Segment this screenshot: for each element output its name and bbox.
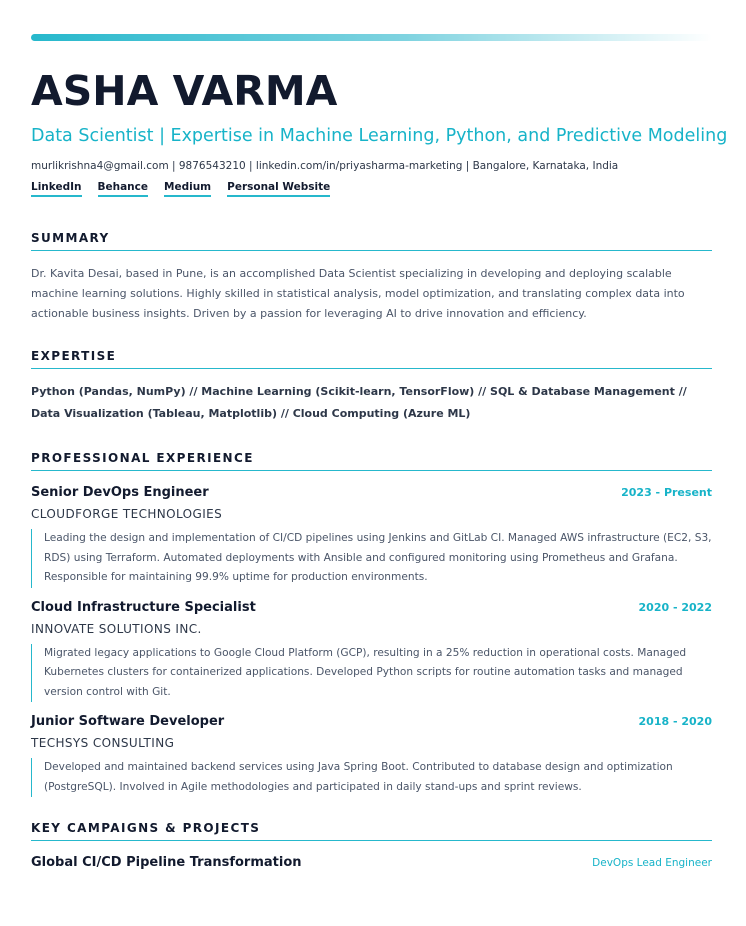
job-dates: 2018 - 2020: [638, 715, 712, 728]
link-medium[interactable]: Medium: [164, 181, 211, 197]
profile-links: [31, 181, 712, 197]
job-description: Developed and maintained backend services using Java Spring Boot. Contributed to database design and optimization (PostgreSQL). Involved in Agile methodologies and participated in daily stand-ups and sprint reviews.: [31, 758, 712, 797]
company-name: TECHSYS CONSULTING: [31, 736, 175, 750]
link-behance[interactable]: Behance: [98, 181, 149, 197]
job-description: Leading the design and implementation of CI/CD pipelines using Jenkins and GitLab CI. Managed AWS infrastructure (EC2, S3, RDS) using Terraform. Automated deployments with Ansible and configured monitoring using Prometheus and Grafana. Responsible for maintaining 99.9% uptime for production environments.: [31, 529, 712, 588]
resume-page: [31, 34, 728, 870]
project-role: DevOps Lead Engineer: [592, 857, 712, 869]
experience-heading: PROFESSIONAL EXPERIENCE: [31, 451, 712, 471]
headline: Data Scientist | Expertise in Machine Learning, Python, and Predictive Modeling: [31, 126, 728, 146]
projects-section: [31, 821, 712, 870]
projects-heading: KEY CAMPAIGNS & PROJECTS: [31, 821, 712, 841]
job-dates: 2023 - Present: [621, 486, 712, 499]
job-description: Migrated legacy applications to Google Cloud Platform (GCP), resulting in a 25% reduction in operational costs. Managed Kubernetes clusters for containerized applications. Developed Python scripts for routine automation tasks and managed version control with Git.: [31, 644, 712, 703]
experience-section: [31, 451, 712, 797]
job-dates: 2020 - 2022: [638, 600, 712, 614]
candidate-name: ASHA VARMA: [31, 67, 338, 115]
summary-heading: SUMMARY: [31, 231, 712, 251]
link-linkedin[interactable]: LinkedIn: [31, 181, 82, 197]
company-name: INNOVATE SOLUTIONS INC.: [31, 621, 202, 636]
expertise-text: Python (Pandas, NumPy) // Machine Learning (Scikit-learn, TensorFlow) // SQL & Database Management // Data Visualization (Tableau, Matplotlib) // Cloud Computing (Azure ML): [31, 385, 687, 420]
expertise-section: [31, 349, 712, 425]
contact-line: murlikrishna4@gmail.com | 9876543210 | linkedin.com/in/priyasharma-marketing | Bangalore, Karnataka, India: [31, 160, 619, 172]
project-entry: [31, 855, 712, 870]
job-entry: [31, 485, 712, 588]
job-title: Junior Software Developer: [31, 714, 225, 729]
job-entry: [31, 600, 712, 703]
summary-text: Dr. Kavita Desai, based in Pune, is an accomplished Data Scientist specializing in developing and deploying scalable machine learning solutions. Highly skilled in statistical analysis, model optimization, and translating complex data into actionable business insights. Driven by a passion for leveraging AI to drive innovation and efficiency.: [31, 267, 685, 320]
job-entry: [31, 714, 712, 797]
summary-section: [31, 231, 712, 324]
project-title: Global CI/CD Pipeline Transformation: [31, 855, 302, 870]
link-personal-website[interactable]: Personal Website: [227, 181, 330, 197]
company-name: CLOUDFORGE TECHNOLOGIES: [31, 507, 223, 521]
expertise-heading: EXPERTISE: [31, 349, 712, 369]
job-title: Senior DevOps Engineer: [31, 485, 209, 500]
job-title: Cloud Infrastructure Specialist: [31, 599, 256, 615]
header-accent-bar: [31, 34, 712, 41]
